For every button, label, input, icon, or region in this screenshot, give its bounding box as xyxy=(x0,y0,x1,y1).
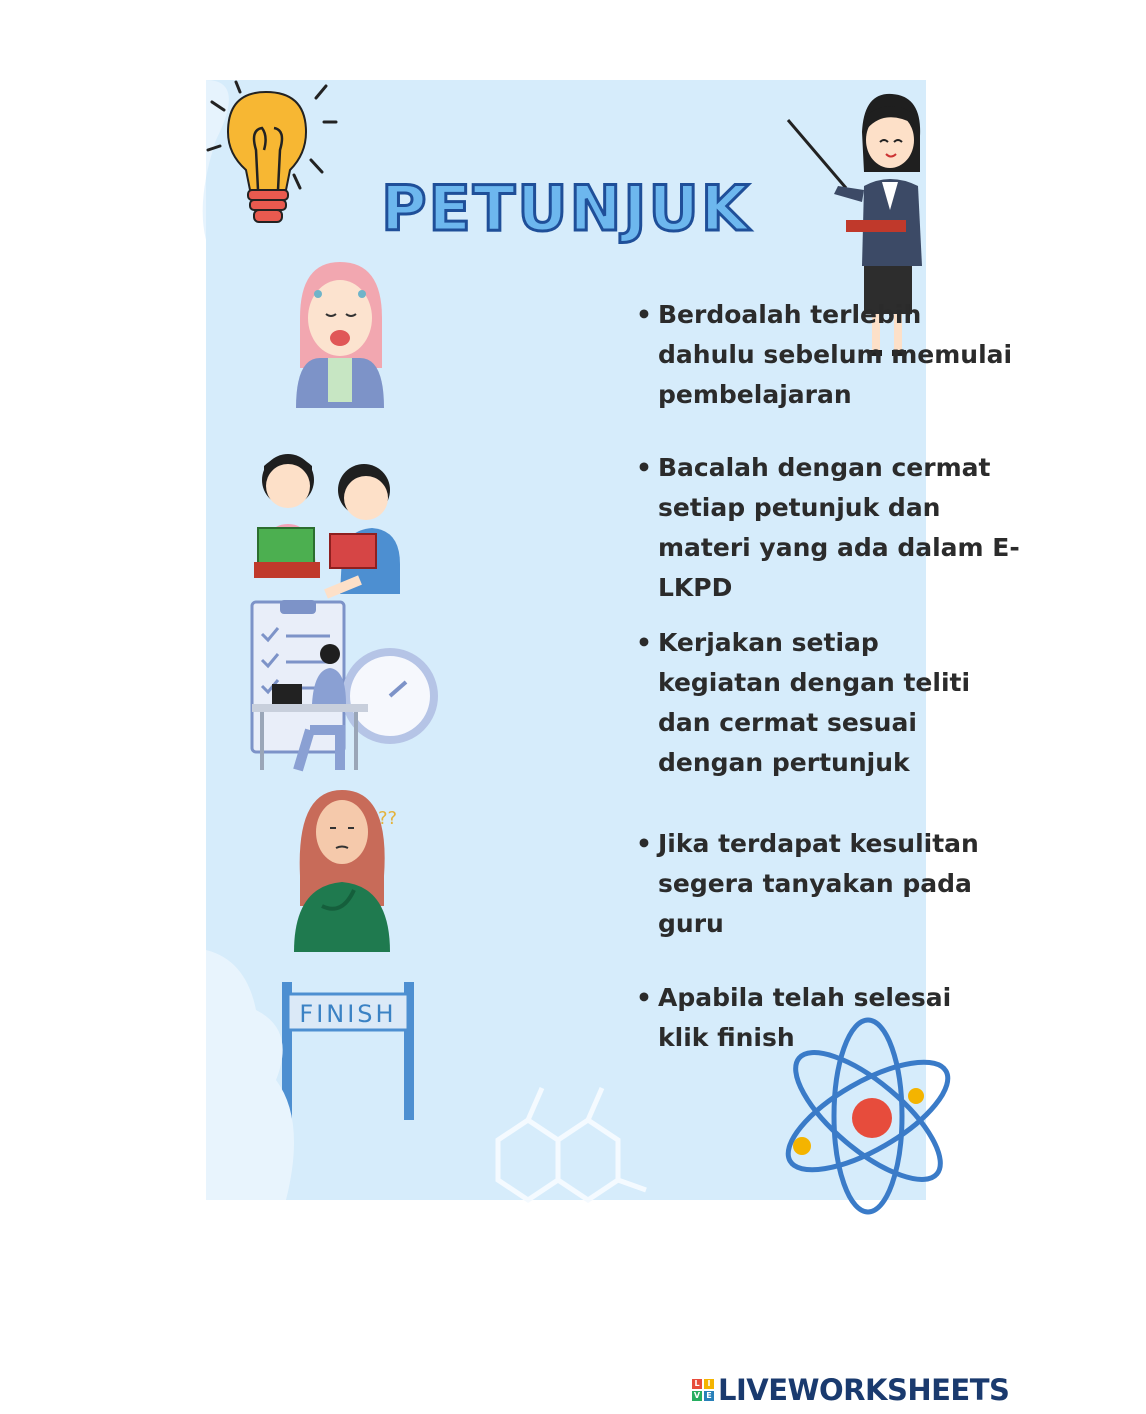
reading-children-illustration xyxy=(250,444,410,604)
finish-label: FINISH xyxy=(299,1000,397,1028)
instruction-poster xyxy=(206,80,1020,1200)
instruction-item-3: • Kerjakan setiap kegiatan dengan teliti dan cermat sesuai dengan pertunjuk xyxy=(636,623,1036,783)
instruction-text: Kerjakan setiap kegiatan dengan teliti dan cermat sesuai dengan pertunjuk xyxy=(658,628,971,777)
thinking-girl-illustration xyxy=(292,786,402,952)
instruction-item-4: • Jika terdapat kesulitan segera tanyakan pada guru xyxy=(636,824,1036,944)
instruction-item-1: • Berdoalah terlebih dahulu sebelum memulai pembelajaran xyxy=(636,295,1036,415)
svg-text:??: ?? xyxy=(378,808,398,829)
instruction-item-2: • Bacalah dengan cermat setiap petunjuk dan materi yang ada dalam E-LKPD xyxy=(636,448,1036,608)
instruction-text: Bacalah dengan cermat setiap petunjuk dan materi yang ada dalam E-LKPD xyxy=(658,453,1020,602)
molecule-decoration xyxy=(468,1080,648,1200)
liveworksheets-badge-icon: L I V E xyxy=(692,1379,714,1401)
instruction-item-5: • Apabila telah selesai klik finish xyxy=(636,978,1036,1058)
instruction-text: Jika terdapat kesulitan segera tanyakan pada guru xyxy=(658,829,979,938)
checklist-worker-illustration xyxy=(250,600,440,780)
liveworksheets-logo[interactable] xyxy=(692,1373,1009,1407)
praying-girl-illustration xyxy=(290,258,390,408)
instruction-text: Apabila telah selesai klik finish xyxy=(658,983,952,1052)
liveworksheets-wordmark: LIVEWORKSHEETS xyxy=(718,1373,1010,1407)
page-title: PETUNJUK xyxy=(381,172,751,245)
instruction-text: Berdoalah terlebih dahulu sebelum memulai pembelajaran xyxy=(658,300,1013,409)
cloud-decoration xyxy=(206,950,316,1200)
